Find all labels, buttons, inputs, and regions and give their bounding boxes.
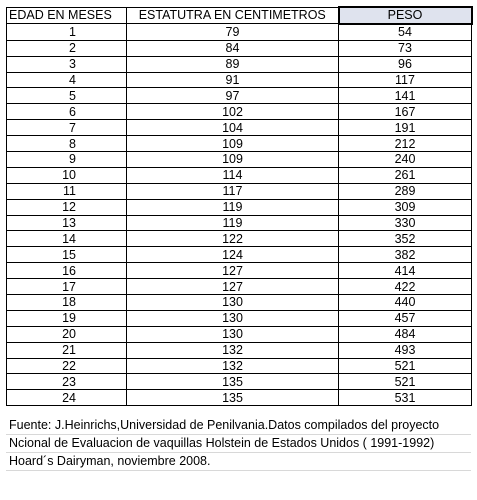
height-cell[interactable]: 91 [127, 72, 339, 88]
weight-cell[interactable]: 531 [339, 390, 472, 406]
header-height[interactable]: ESTATUTRA EN CENTIMETROS [127, 7, 339, 24]
table-row [7, 215, 472, 231]
table-row [7, 342, 472, 358]
height-cell[interactable]: 119 [127, 215, 339, 231]
height-cell[interactable]: 127 [127, 279, 339, 295]
age-cell[interactable]: 9 [7, 152, 127, 168]
height-cell[interactable]: 79 [127, 24, 339, 40]
table-row [7, 390, 472, 406]
weight-cell[interactable]: 212 [339, 136, 472, 152]
table-row [7, 310, 472, 326]
table-row [7, 183, 472, 199]
age-cell[interactable]: 1 [7, 24, 127, 40]
weight-cell[interactable]: 457 [339, 310, 472, 326]
data-table [6, 6, 473, 406]
height-cell[interactable]: 135 [127, 390, 339, 406]
note-line[interactable]: Fuente: J.Heinrichs,Universidad de Penilvania.Datos compilados del proyecto [6, 417, 471, 435]
age-cell[interactable]: 11 [7, 183, 127, 199]
weight-cell[interactable]: 352 [339, 231, 472, 247]
height-cell[interactable]: 124 [127, 247, 339, 263]
weight-cell[interactable]: 261 [339, 167, 472, 183]
age-cell[interactable]: 3 [7, 56, 127, 72]
height-cell[interactable]: 130 [127, 295, 339, 311]
height-cell[interactable]: 102 [127, 104, 339, 120]
age-cell[interactable]: 18 [7, 295, 127, 311]
height-cell[interactable]: 132 [127, 358, 339, 374]
weight-cell[interactable]: 521 [339, 374, 472, 390]
height-cell[interactable]: 132 [127, 342, 339, 358]
height-cell[interactable]: 109 [127, 152, 339, 168]
table-row [7, 120, 472, 136]
table-row [7, 88, 472, 104]
age-cell[interactable]: 14 [7, 231, 127, 247]
weight-cell[interactable]: 191 [339, 120, 472, 136]
height-cell[interactable]: 127 [127, 263, 339, 279]
weight-cell[interactable]: 73 [339, 40, 472, 56]
table-row [7, 167, 472, 183]
weight-cell[interactable]: 493 [339, 342, 472, 358]
table-row [7, 358, 472, 374]
weight-cell[interactable]: 167 [339, 104, 472, 120]
weight-cell[interactable]: 309 [339, 199, 472, 215]
weight-cell[interactable]: 422 [339, 279, 472, 295]
table-row [7, 263, 472, 279]
table-row [7, 40, 472, 56]
weight-cell[interactable]: 54 [339, 24, 472, 40]
age-cell[interactable]: 15 [7, 247, 127, 263]
height-cell[interactable]: 109 [127, 136, 339, 152]
table-row [7, 72, 472, 88]
height-cell[interactable]: 122 [127, 231, 339, 247]
age-cell[interactable]: 5 [7, 88, 127, 104]
age-cell[interactable]: 16 [7, 263, 127, 279]
header-weight[interactable]: PESO [339, 7, 472, 24]
age-cell[interactable]: 7 [7, 120, 127, 136]
note-line[interactable]: Ncional de Evaluacion de vaquillas Holstein de Estados Unidos ( 1991-1992) [6, 435, 471, 453]
header-row [7, 7, 472, 24]
weight-cell[interactable]: 96 [339, 56, 472, 72]
height-cell[interactable]: 130 [127, 310, 339, 326]
table-row [7, 152, 472, 168]
weight-cell[interactable]: 330 [339, 215, 472, 231]
age-cell[interactable]: 23 [7, 374, 127, 390]
height-cell[interactable]: 84 [127, 40, 339, 56]
age-cell[interactable]: 2 [7, 40, 127, 56]
age-cell[interactable]: 13 [7, 215, 127, 231]
table-row [7, 231, 472, 247]
table-row [7, 295, 472, 311]
age-cell[interactable]: 8 [7, 136, 127, 152]
age-cell[interactable]: 6 [7, 104, 127, 120]
table-row [7, 374, 472, 390]
age-cell[interactable]: 21 [7, 342, 127, 358]
age-cell[interactable]: 4 [7, 72, 127, 88]
height-cell[interactable]: 119 [127, 199, 339, 215]
table-row [7, 279, 472, 295]
height-cell[interactable]: 89 [127, 56, 339, 72]
age-cell[interactable]: 24 [7, 390, 127, 406]
weight-cell[interactable]: 117 [339, 72, 472, 88]
table-row [7, 136, 472, 152]
table-row [7, 247, 472, 263]
weight-cell[interactable]: 414 [339, 263, 472, 279]
note-line[interactable]: Hoard´s Dairyman, noviembre 2008. [6, 453, 471, 471]
age-cell[interactable]: 22 [7, 358, 127, 374]
weight-cell[interactable]: 240 [339, 152, 472, 168]
weight-cell[interactable]: 440 [339, 295, 472, 311]
table-row [7, 199, 472, 215]
weight-cell[interactable]: 521 [339, 358, 472, 374]
age-cell[interactable]: 17 [7, 279, 127, 295]
weight-cell[interactable]: 289 [339, 183, 472, 199]
age-cell[interactable]: 19 [7, 310, 127, 326]
height-cell[interactable]: 104 [127, 120, 339, 136]
age-cell[interactable]: 20 [7, 326, 127, 342]
header-age[interactable]: EDAD EN MESES [7, 7, 127, 24]
table-row [7, 326, 472, 342]
age-cell[interactable]: 10 [7, 167, 127, 183]
table-body [7, 24, 472, 406]
age-cell[interactable]: 12 [7, 199, 127, 215]
table-row [7, 56, 472, 72]
table-row [7, 104, 472, 120]
height-cell[interactable]: 114 [127, 167, 339, 183]
height-cell[interactable]: 97 [127, 88, 339, 104]
height-cell[interactable]: 135 [127, 374, 339, 390]
height-cell[interactable]: 117 [127, 183, 339, 199]
weight-cell[interactable]: 382 [339, 247, 472, 263]
height-cell[interactable]: 130 [127, 326, 339, 342]
spreadsheet [6, 6, 471, 471]
weight-cell[interactable]: 484 [339, 326, 472, 342]
weight-cell[interactable]: 141 [339, 88, 472, 104]
table-row [7, 24, 472, 40]
source-notes [6, 417, 471, 471]
